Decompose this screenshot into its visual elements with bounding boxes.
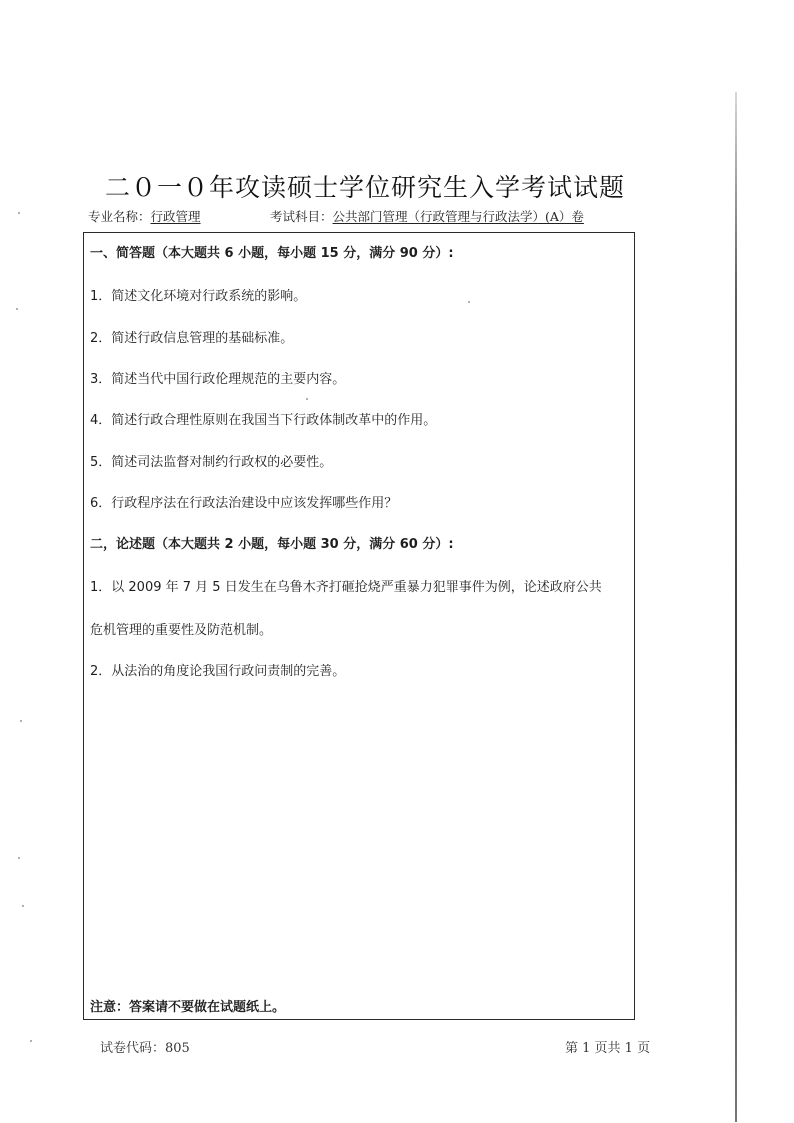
page-number: 第 1 页共 1 页 xyxy=(565,1041,651,1056)
section-2-heading: 二，论述题（本大题共 2 小题，每小题 30 分，满分 60 分）: xyxy=(90,537,454,552)
scan-speck xyxy=(18,212,20,214)
scan-speck xyxy=(22,905,24,907)
subject-label: 考试科目： xyxy=(270,209,333,224)
exam-title: 二０一０年攻读硕士学位研究生入学考试试题 xyxy=(105,173,626,202)
section-1-heading: 一、简答题（本大题共 6 小题，每小题 15 分，满分 90 分）: xyxy=(90,246,454,261)
section-1-question-4: 4．简述行政合理性原则在我国当下行政体制改革中的作用。 xyxy=(90,413,437,428)
subject-block xyxy=(270,207,584,225)
scan-speck xyxy=(306,398,308,400)
scan-page-edge xyxy=(735,92,737,1122)
major-label: 专业名称： xyxy=(88,209,151,224)
paper-code: 试卷代码：805 xyxy=(100,1041,190,1056)
section-1-question-5: 5．简述司法监督对制约行政权的必要性。 xyxy=(90,455,333,470)
scan-speck xyxy=(20,720,22,722)
scan-speck xyxy=(16,308,18,310)
scan-speck xyxy=(468,301,470,303)
exam-meta-row xyxy=(88,207,638,225)
section-1-question-6: 6．行政程序法在行政法治建设中应该发挥哪些作用？ xyxy=(90,496,398,511)
section-1-question-1: 1．简述文化环境对行政系统的影响。 xyxy=(90,289,307,304)
exam-note: 注意：答案请不要做在试题纸上。 xyxy=(90,1000,286,1015)
scan-speck xyxy=(30,1040,32,1042)
major-value: 行政管理 xyxy=(150,209,201,224)
section-2-question-1-line-1: 1．以 2009 年 7 月 5 日发生在乌鲁木齐打砸抢烧严重暴力犯罪事件为例，论述政府公共 xyxy=(90,580,602,595)
subject-value: 公共部门管理（行政管理与行政法学）(A）卷 xyxy=(332,209,584,224)
scan-speck xyxy=(18,857,20,859)
section-2-question-1-line-2: 危机管理的重要性及防范机制。 xyxy=(90,623,273,638)
section-1-question-2: 2．简述行政信息管理的基础标准。 xyxy=(90,331,294,346)
section-1-question-3: 3．简述当代中国行政伦理规范的主要内容。 xyxy=(90,372,346,387)
section-2-question-2: 2．从法治的角度论我国行政问责制的完善。 xyxy=(90,664,346,679)
